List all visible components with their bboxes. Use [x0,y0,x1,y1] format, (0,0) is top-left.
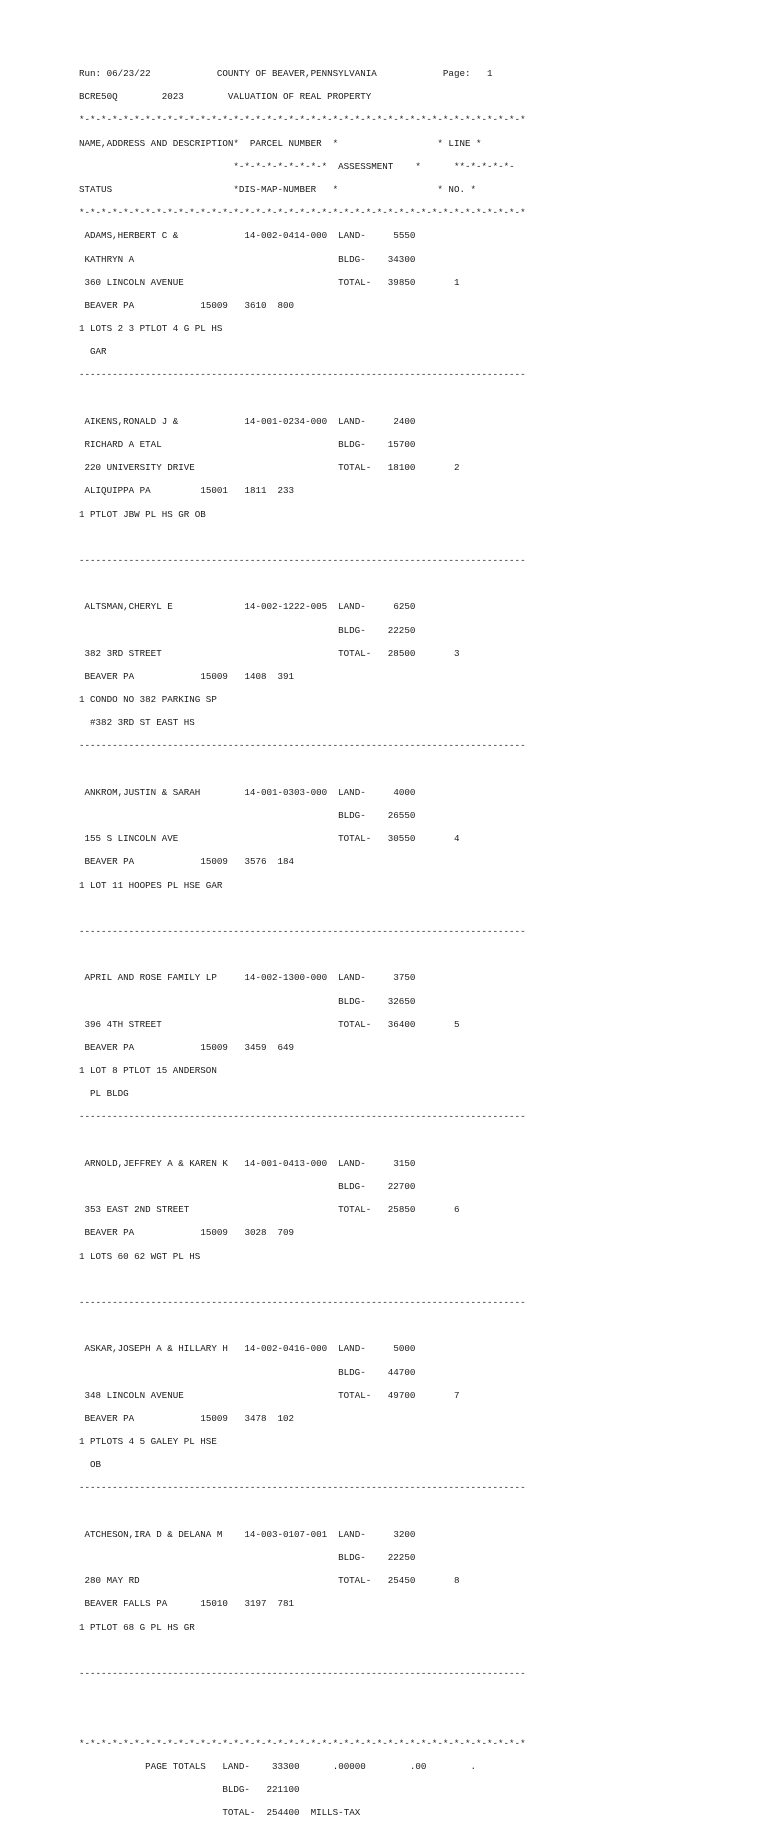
dis-map-number: 3459 649 [244,1041,295,1053]
land-value: 3150 [393,1157,416,1169]
total-label: TOTAL- [338,1204,372,1216]
total-label: TOTAL- [338,833,372,845]
owner-name: AIKENS,RONALD J & [84,415,179,427]
street-address: 360 LINCOLN AVENUE [84,276,184,288]
bldg-label: BLDG- [338,1552,366,1563]
dash-rule: --------------------------------------------------------------------------------- [79,1296,526,1308]
record-line-desc [79,323,526,335]
zip-code: 15001 [200,485,228,497]
line-number: 5 [453,1018,460,1030]
blank-line [79,1135,526,1147]
land-value: 5550 [393,230,416,242]
zip-code: 15009 [200,1227,228,1239]
record-line-address [79,1575,526,1587]
total-assessment: 254400 [266,1807,300,1819]
record-divider [79,555,526,567]
owner-name: ARNOLD,JEFFREY A & KAREN K [84,1157,228,1169]
parcel-number: 14-002-0414-000 [244,230,328,242]
record-line-name [79,601,526,613]
column-header-1 [79,138,526,150]
record-line-city [79,856,526,868]
header-line-1 [79,68,526,80]
report-title: VALUATION OF REAL PROPERTY [227,91,372,103]
dash-rule: --------------------------------------------------------------------------------- [79,1667,526,1679]
star-rule: *-*-*-*-*-*-*-*-*-*-*-*-*-*-*-*-*-*-*-*-*-*-*-*-*-*-*-*-*-*-*-*-*-*-*-*-*-*-*-*-* [79,207,526,219]
owner-name: ASKAR,JOSEPH A & HILLARY H [84,1343,228,1355]
bldg-value: 34300 [387,253,416,265]
record-line-address [79,277,526,289]
bldg-label: BLDG- [222,1783,250,1795]
street-address: 220 UNIVERSITY DRIVE [84,462,195,474]
blank-line [79,1691,526,1703]
parcel-number: 14-002-1222-005 [244,601,328,613]
property-description: #382 3RD ST EAST HS [79,717,195,729]
col-parcel-header: PARCEL NUMBER [249,137,322,149]
record-line-city [79,1413,526,1425]
property-description: GAR [79,346,107,358]
zip-code: 15009 [200,1412,228,1424]
col-assessment-header: ASSESSMENT [338,160,394,172]
line-number: 4 [453,833,460,845]
record-line-bldg [79,996,526,1008]
record-line-city [79,671,526,683]
city-state: BEAVER PA [84,670,135,682]
totals-line-3 [79,1807,526,1819]
land-value: 3750 [393,972,416,984]
report-text: * [415,160,421,172]
record-line-address [79,462,526,474]
parcel-number: 14-001-0303-000 [244,786,328,798]
bldg-label: BLDG- [338,439,366,450]
zip-code: 15009 [200,1041,228,1053]
total-label: TOTAL- [338,1018,372,1030]
report-text: * [332,137,339,149]
owner-name: APRIL AND ROSE FAMILY LP [84,972,217,984]
report-text: * [332,183,339,195]
dash-rule: --------------------------------------------------------------------------------- [79,369,526,381]
total-value: 49700 [387,1389,416,1401]
record-line-desc [79,1065,526,1077]
parcel-number: 14-001-0234-000 [244,415,328,427]
record-line-name [79,1343,526,1355]
record-line-bldg [79,254,526,266]
city-state: BEAVER PA [84,1227,135,1239]
end-mark: . [470,1760,477,1772]
column-header-3 [79,184,526,196]
bldg-value: 44700 [387,1366,416,1378]
record-line-desc [79,694,526,706]
land-label: LAND- [338,1343,366,1355]
property-description: 1 CONDO NO 382 PARKING SP [79,694,217,706]
record-line-bldg [79,439,526,451]
record-line-desc [79,880,526,892]
line-number: 7 [453,1389,460,1401]
tax-year: 2023 [161,91,184,103]
property-description: 1 PTLOTS 4 5 GALEY PL HSE [79,1436,217,1448]
bldg-value: 32650 [387,995,416,1007]
city-state: BEAVER PA [84,856,135,868]
street-address: 280 MAY RD [84,1575,140,1587]
dis-map-number: 1408 391 [244,670,295,682]
bldg-label: BLDG- [338,253,366,265]
record-divider [79,1111,526,1123]
record-line-address [79,833,526,845]
record-line-bldg [79,810,526,822]
record-line-desc [79,346,526,358]
property-description: PL BLDG [79,1088,129,1100]
record-line-desc [79,1436,526,1448]
record-line-desc [79,1622,526,1634]
street-address: 353 EAST 2ND STREET [84,1204,190,1216]
total-land: 33300 [272,1760,300,1772]
line-number: 1 [453,276,460,288]
blank-line [79,1320,526,1332]
blank-line [79,393,526,405]
header-line-2 [79,91,526,103]
record-divider [79,740,526,752]
dash-rule: --------------------------------------------------------------------------------- [79,925,526,937]
separator [79,207,526,219]
parcel-number: 14-002-0416-000 [244,1343,328,1355]
record-divider [79,1668,526,1680]
owner-name: ALTSMAN,CHERYL E [84,601,173,613]
run-date: Run: 06/23/22 [79,68,151,79]
land-label: LAND- [338,972,366,984]
record-line-name [79,972,526,984]
property-description: 1 LOT 11 HOOPES PL HSE GAR [79,879,223,891]
dis-map-number: 1811 233 [244,485,295,497]
bldg-value: 22250 [387,624,416,636]
bldg-value: 15700 [387,439,416,450]
zip-code: 15009 [200,856,228,868]
total-label: TOTAL- [222,1807,256,1819]
bldg-value: 22250 [387,1552,416,1563]
dis-map-number: 3197 781 [244,1598,295,1610]
total-value: 30550 [387,833,416,845]
property-description: 1 LOTS 2 3 PTLOT 4 G PL HS [79,323,223,335]
report-text: **-*-*-*-*- [453,160,515,172]
record-line-desc [79,1251,526,1263]
total-label: TOTAL- [338,647,372,659]
street-address: 396 4TH STREET [84,1018,162,1030]
land-label: LAND- [338,601,366,613]
bldg-value: 26550 [387,810,416,821]
city-state: BEAVER PA [84,1041,135,1053]
col-dis-map-header: *DIS-MAP-NUMBER [233,183,317,195]
record-line-name [79,416,526,428]
totals-line-1 [79,1761,526,1773]
total-label: TOTAL- [338,462,372,474]
bldg-label: BLDG- [338,810,366,821]
record-line-name [79,1529,526,1541]
street-address: 382 3RD STREET [84,647,162,659]
line-number: 2 [453,462,460,474]
blank-line [79,578,526,590]
bldg-label: BLDG- [338,1366,366,1378]
city-state: ALIQUIPPA PA [84,485,151,497]
record-line-city [79,1598,526,1610]
total-value: 39850 [387,276,416,288]
land-value: 2400 [393,415,416,427]
dis-map-number: 3028 709 [244,1227,295,1239]
land-label: LAND- [338,415,366,427]
mills-rate: .00000 [332,1760,366,1772]
property-description: 1 LOT 8 PTLOT 15 ANDERSON [79,1065,217,1077]
land-value: 5000 [393,1343,416,1355]
blank-line [79,1274,526,1286]
dash-rule: --------------------------------------------------------------------------------- [79,554,526,566]
record-line-city [79,485,526,497]
line-number: 3 [453,647,460,659]
dash-rule: --------------------------------------------------------------------------------- [79,740,526,752]
total-bldg: 221100 [266,1783,300,1795]
total-value: 25450 [387,1575,416,1587]
blank-line [79,903,526,915]
owner-name: ANKROM,JUSTIN & SARAH [84,786,201,798]
total-label: TOTAL- [338,276,372,288]
record-line-address [79,648,526,660]
record-line-name [79,787,526,799]
total-label: TOTAL- [338,1575,372,1587]
zip-code: 15009 [200,299,228,311]
dis-map-number: 3576 184 [244,856,295,868]
record-divider [79,926,526,938]
total-value: 36400 [387,1018,416,1030]
property-description: OB [79,1459,102,1471]
bldg-label: BLDG- [338,1181,366,1192]
column-header-2 [79,161,526,173]
tax-amount: .00 [409,1760,427,1772]
land-label: LAND- [338,786,366,798]
record-line-name [79,230,526,242]
record-divider [79,1297,526,1309]
record-line-city [79,1227,526,1239]
separator [79,114,526,126]
parcel-number: 14-001-0413-000 [244,1157,328,1169]
record-divider [79,369,526,381]
street-address: 155 S LINCOLN AVE [84,833,179,845]
record-line-bldg [79,1367,526,1379]
blank-line [79,532,526,544]
dis-map-number: 3610 800 [244,299,295,311]
city-state: BEAVER PA [84,1412,135,1424]
land-value: 3200 [393,1528,416,1540]
zip-code: 15010 [200,1598,228,1610]
blank-line [79,764,526,776]
col-name-header: NAME,ADDRESS AND DESCRIPTION* [79,137,239,149]
blank-line [79,949,526,961]
owner-name: ATCHESON,IRA D & DELANA M [84,1528,223,1540]
parcel-number: 14-003-0107-001 [244,1528,328,1540]
land-label: LAND- [338,1157,366,1169]
bldg-label: BLDG- [338,624,366,636]
record-line-address [79,1390,526,1402]
report-text: *-*-*-*-*-*-*-*-* [233,160,328,172]
owner-name: RICHARD A ETAL [84,439,162,450]
property-description: 1 LOTS 60 62 WGT PL HS [79,1250,201,1262]
col-no-header: * NO. * [437,183,477,195]
record-line-desc [79,1088,526,1100]
record-line-name [79,1158,526,1170]
record-line-bldg [79,1552,526,1564]
total-label: TOTAL- [338,1389,372,1401]
property-description: 1 PTLOT JBW PL HS GR OB [79,508,206,520]
property-description: 1 PTLOT 68 G PL HS GR [79,1621,195,1633]
mills-tax-label: MILLS-TAX [310,1807,361,1819]
total-value: 28500 [387,647,416,659]
line-number: 6 [453,1204,460,1216]
col-status-header: STATUS [79,183,113,195]
program-code: BCRE50Q [79,91,118,103]
county-name: COUNTY OF BEAVER,PENNSYLVANIA [216,68,377,79]
star-rule: *-*-*-*-*-*-*-*-*-*-*-*-*-*-*-*-*-*-*-*-*-*-*-*-*-*-*-*-*-*-*-*-*-*-*-*-*-*-*-*-* [79,1737,526,1749]
dash-rule: --------------------------------------------------------------------------------- [79,1482,526,1494]
totals-line-2 [79,1784,526,1796]
record-line-city [79,1042,526,1054]
land-label: LAND- [338,1528,366,1540]
record-line-address [79,1204,526,1216]
record-line-desc [79,717,526,729]
blank-line [79,1714,526,1726]
record-line-desc [79,1459,526,1471]
city-state: BEAVER PA [84,299,135,311]
land-value: 6250 [393,601,416,613]
land-value: 4000 [393,786,416,798]
city-state: BEAVER FALLS PA [84,1598,168,1610]
dis-map-number: 3478 102 [244,1412,295,1424]
street-address: 348 LINCOLN AVENUE [84,1389,184,1401]
star-rule: *-*-*-*-*-*-*-*-*-*-*-*-*-*-*-*-*-*-*-*-*-*-*-*-*-*-*-*-*-*-*-*-*-*-*-*-*-*-*-*-* [79,114,526,126]
record-line-bldg [79,1181,526,1193]
property-valuation-report [79,68,526,1830]
blank-line [79,1506,526,1518]
col-line-header: * LINE * [437,137,482,149]
parcel-number: 14-002-1300-000 [244,972,328,984]
record-line-address [79,1019,526,1031]
record-divider [79,1482,526,1494]
record-line-desc [79,509,526,521]
page-totals-label: PAGE TOTALS [145,1760,206,1772]
land-label: LAND- [338,230,366,242]
record-line-bldg [79,625,526,637]
dash-rule: --------------------------------------------------------------------------------- [79,1111,526,1123]
zip-code: 15009 [200,670,228,682]
record-line-city [79,300,526,312]
owner-name: ADAMS,HERBERT C & [84,230,179,242]
bldg-value: 22700 [387,1181,416,1192]
page-number: 1 [487,68,493,79]
separator [79,1738,526,1750]
owner-name: KATHRYN A [84,253,135,265]
land-label: LAND- [222,1760,250,1772]
total-value: 25850 [387,1204,416,1216]
line-number: 8 [453,1575,460,1587]
bldg-label: BLDG- [338,995,366,1007]
page-label: Page: [442,68,471,79]
blank-line [79,1645,526,1657]
total-value: 18100 [387,462,416,474]
